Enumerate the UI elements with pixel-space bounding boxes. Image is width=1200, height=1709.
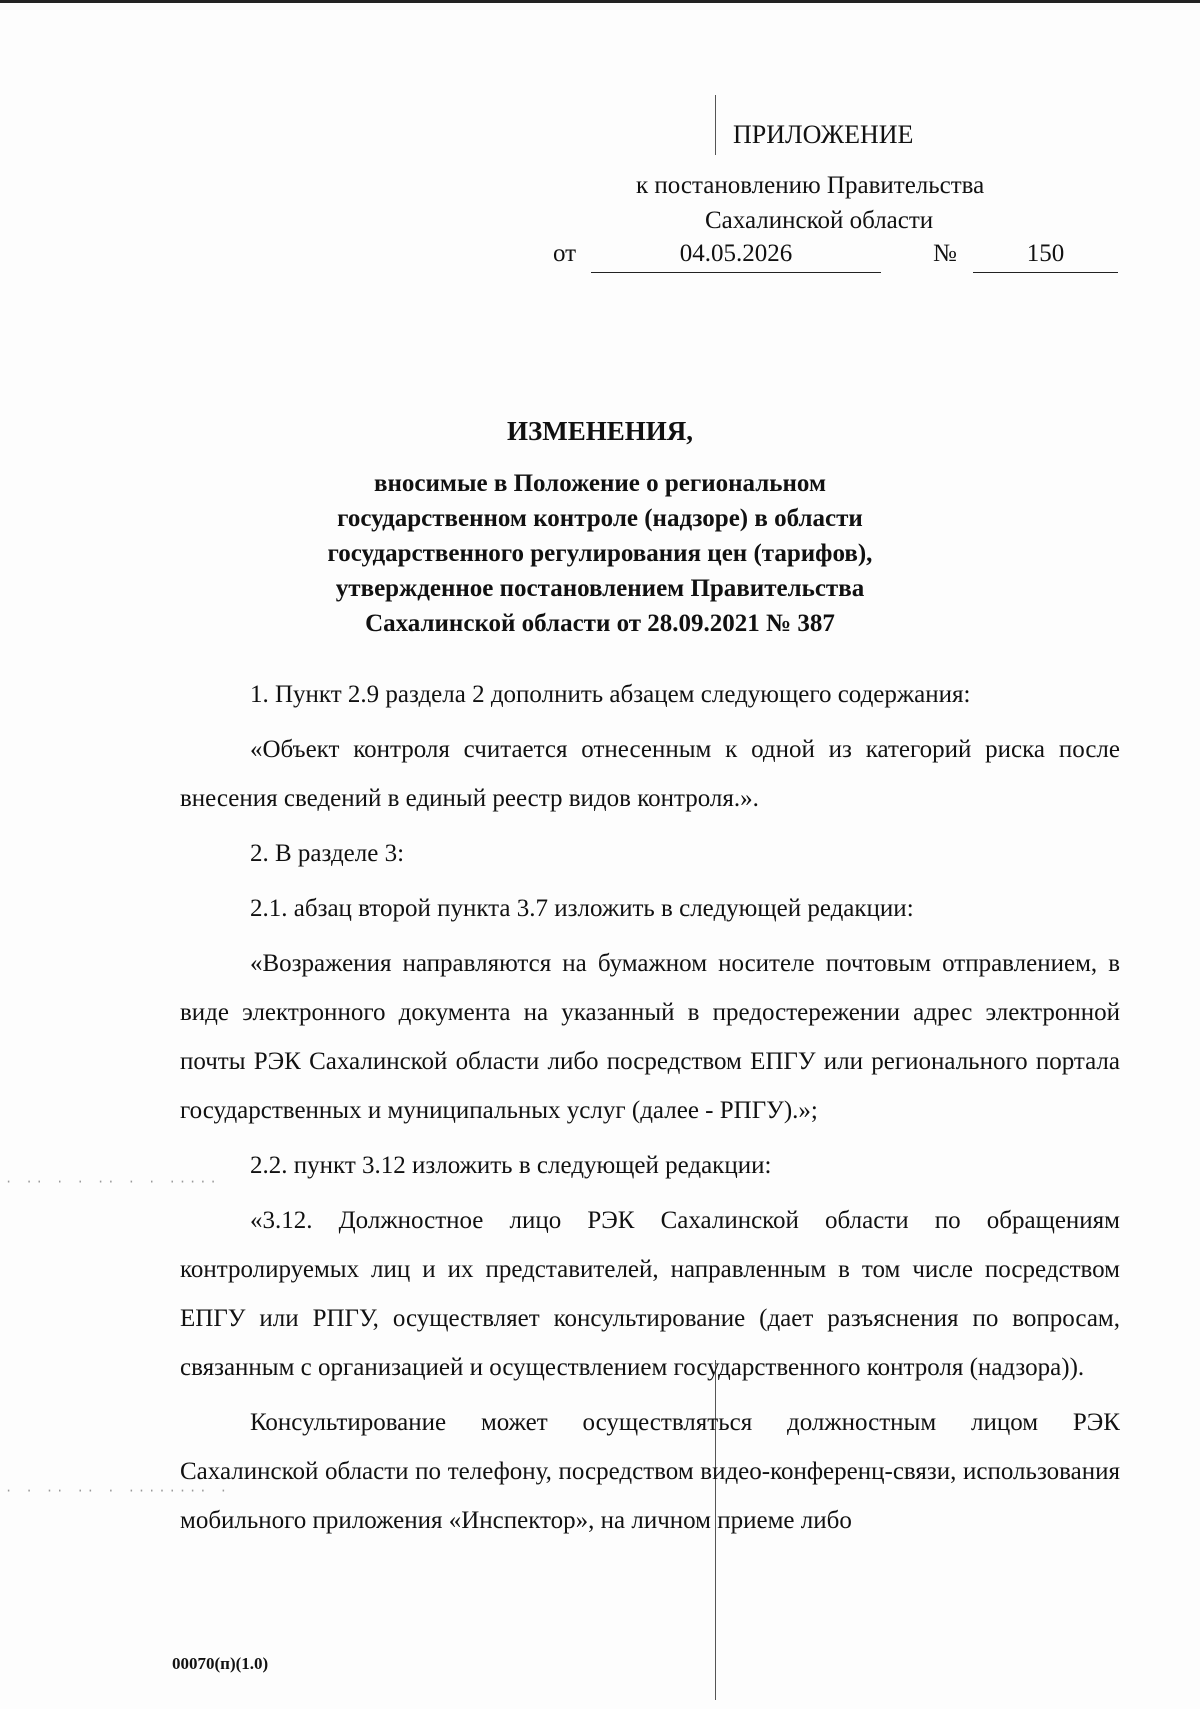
subtitle-line: государственного регулирования цен (тарифов), bbox=[327, 540, 873, 567]
paragraph: «Возражения направляются на бумажном носителе почтовым отправлением, в виде электронного документа на указанный в предостережении адрес электронной почты РЭК Сахалинской области либо посредством ЕПГУ или регионального портала государственных и муниципальных услуг (далее - РПГУ).»; bbox=[180, 950, 1120, 1124]
paragraph: «Объект контроля считается отнесенным к одной из категорий риска после внесения сведений в единый реестр видов контроля.». bbox=[180, 736, 1120, 812]
paragraph: 2. В разделе 3: bbox=[250, 840, 405, 867]
paragraph: Консультирование может осуществляться должностным лицом РЭК Сахалинской области по телефону, посредством видео-конференц-связи, использования мобильного приложения «Инспектор», на личном приеме либо bbox=[180, 1409, 1120, 1534]
document-body bbox=[180, 670, 1120, 1545]
document-title: ИЗМЕНЕНИЯ, bbox=[506, 416, 693, 446]
date-field: 04.05.2026 bbox=[591, 240, 881, 273]
paragraph: 1. Пункт 2.9 раздела 2 дополнить абзацем следующего содержания: bbox=[250, 681, 971, 708]
paragraph: 2.1. абзац второй пункта 3.7 изложить в следующей редакции: bbox=[250, 895, 914, 922]
subtitle-line: Сахалинской области от 28.09.2021 № 387 bbox=[365, 610, 835, 637]
appendix-line-region: Сахалинской области bbox=[705, 207, 934, 234]
appendix-line-resolution: к постановлению Правительства bbox=[636, 172, 985, 199]
scan-fold-line bbox=[715, 95, 716, 155]
scan-dots: · · ·· ·· · ········ · bbox=[5, 1484, 230, 1498]
paragraph: «3.12. Должностное лицо РЭК Сахалинской области по обращениям контролируемых лиц и их представителей, направленным в том числе посредством ЕПГУ или РПГУ, осуществляет консультирование (дает разъяснения по вопросам, связанным с организацией и осуществлением государственного контроля (надзора)). bbox=[180, 1207, 1120, 1381]
subtitle-line: государственном контроле (надзоре) в области bbox=[337, 505, 863, 532]
document-subtitle bbox=[0, 466, 1200, 641]
subtitle-line: вносимые в Положение о региональном bbox=[374, 470, 826, 497]
subtitle-line: утвержденное постановлением Правительства bbox=[335, 575, 865, 602]
appendix-title: ПРИЛОЖЕНИЕ bbox=[733, 120, 914, 149]
from-label: от bbox=[553, 240, 577, 267]
scan-border-line bbox=[0, 0, 1200, 3]
paragraph: 2.2. пункт 3.12 изложить в следующей редакции: bbox=[250, 1152, 772, 1179]
number-field: 150 bbox=[973, 240, 1118, 273]
number-label: № bbox=[933, 240, 957, 267]
date-number-row bbox=[553, 240, 1118, 276]
scan-dots: · ·· · · ·· · · ····· bbox=[5, 1175, 220, 1189]
form-code: 00070(п)(1.0) bbox=[172, 1654, 269, 1673]
